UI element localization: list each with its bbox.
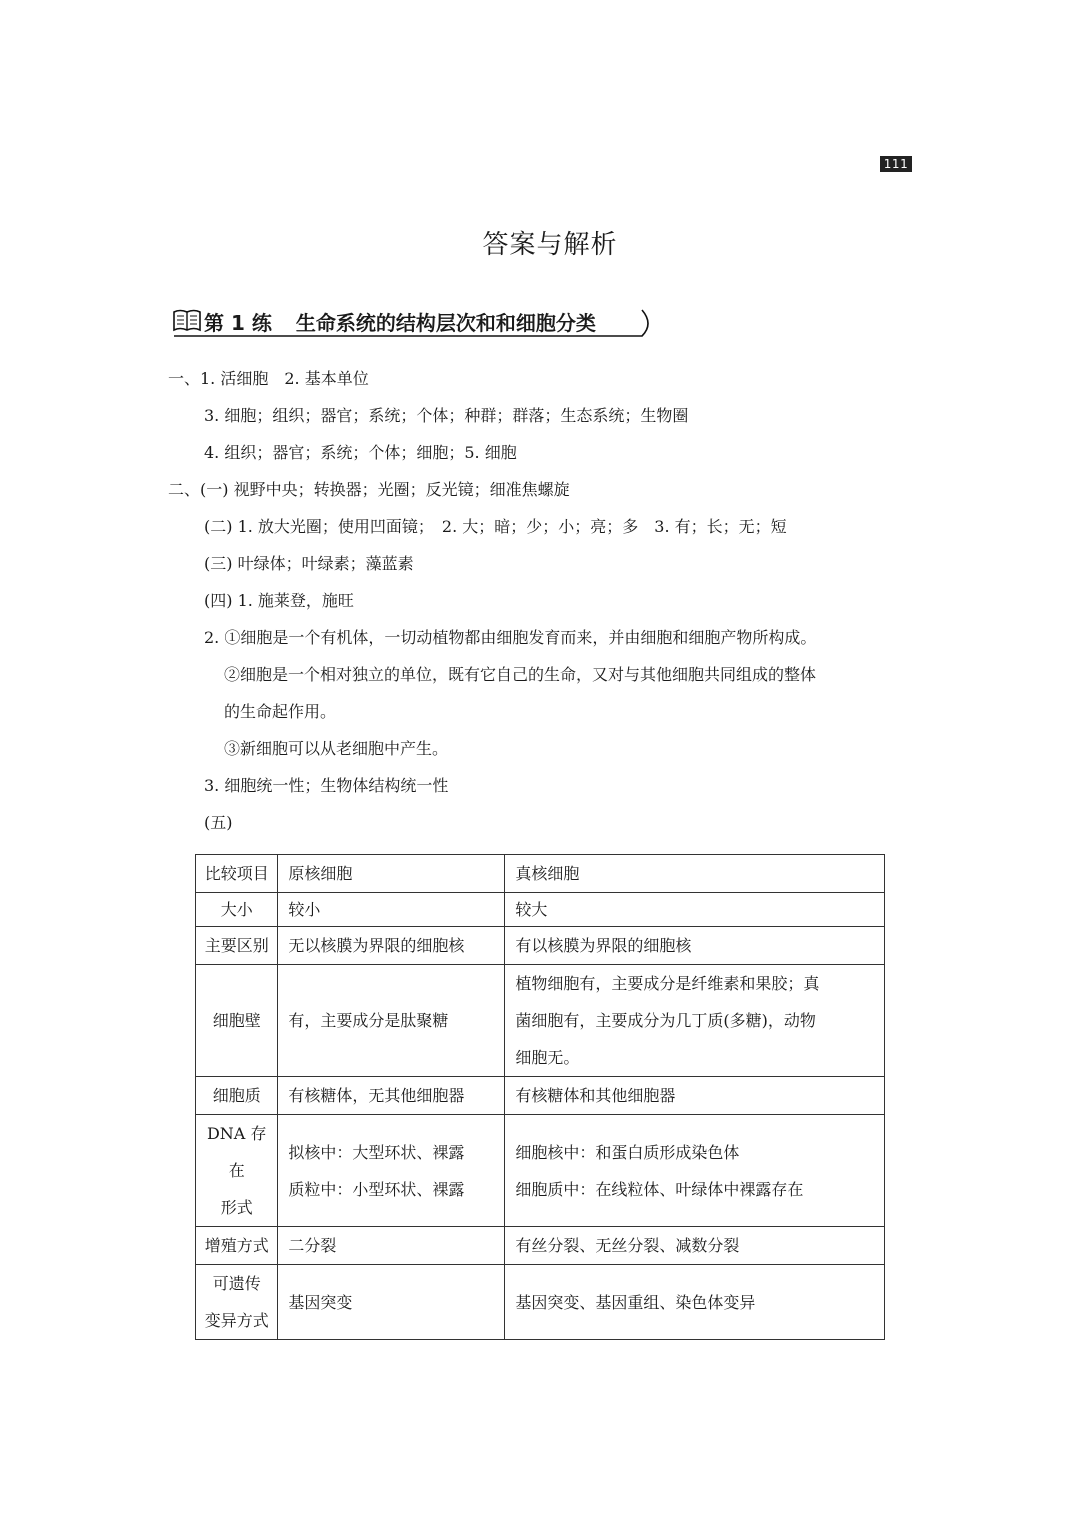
answer-line: ②细胞是一个相对独立的单位，既有它自己的生命，又对与其他细胞共同组成的整体 bbox=[224, 665, 817, 684]
cell-line: 大小 bbox=[220, 900, 253, 919]
answer-line: 3. 细胞；组织；器官；系统；个体；种群；群落；生态系统；生物圈 bbox=[204, 406, 689, 425]
cell-line: 基因突变、基因重组、染色体变异 bbox=[515, 1292, 756, 1312]
cell-eukaryote bbox=[505, 1265, 885, 1340]
table-body bbox=[196, 893, 885, 1340]
cell-item bbox=[196, 1115, 278, 1227]
header-prokaryote: 原核细胞 bbox=[278, 855, 505, 893]
comparison-table bbox=[195, 854, 885, 1340]
cell-item bbox=[196, 965, 278, 1077]
cell-line: 拟核中：大型环状、裸露 bbox=[288, 1142, 465, 1162]
cell-prokaryote bbox=[278, 927, 505, 965]
cell-line: 细胞质 bbox=[212, 1086, 261, 1105]
cell-line: 质粒中：小型环状、裸露 bbox=[288, 1179, 465, 1199]
table-row bbox=[196, 1115, 885, 1227]
answer-line: 一、1. 活细胞 2. 基本单位 bbox=[168, 369, 369, 388]
cell-prokaryote bbox=[278, 1115, 505, 1227]
cell-line: 有丝分裂、无丝分裂、减数分裂 bbox=[515, 1236, 740, 1255]
cell-eukaryote bbox=[505, 1115, 885, 1227]
cell-item bbox=[196, 1265, 278, 1340]
answer-line: (三) 叶绿体；叶绿素；藻蓝素 bbox=[204, 554, 414, 573]
section-header bbox=[170, 306, 656, 342]
table-row bbox=[196, 927, 885, 965]
table-row bbox=[196, 893, 885, 927]
open-book-icon bbox=[172, 308, 202, 334]
answer-line: 2. ①细胞是一个有机体，一切动植物都由细胞发育而来，并由细胞和细胞产物所构成。 bbox=[204, 628, 817, 647]
answer-line: 3. 细胞统一性；生物体结构统一性 bbox=[204, 776, 449, 795]
practice-label: 第 1 练 bbox=[204, 311, 272, 335]
page-number: 111 bbox=[880, 156, 912, 172]
answer-line: 二、(一) 视野中央；转换器；光圈；反光镜；细准焦螺旋 bbox=[168, 480, 570, 499]
cell-line: 较小 bbox=[288, 900, 321, 919]
table-row bbox=[196, 1265, 885, 1340]
cell-line: 基因突变 bbox=[288, 1292, 353, 1312]
answer-lines bbox=[168, 360, 928, 841]
table-header-row bbox=[196, 855, 885, 893]
cell-line: 增殖方式 bbox=[204, 1236, 269, 1255]
cell-line: 二分裂 bbox=[288, 1236, 337, 1255]
cell-line: 无以核膜为界限的细胞核 bbox=[288, 936, 465, 955]
cell-line: DNA 存在 bbox=[206, 1124, 267, 1180]
cell-eukaryote bbox=[505, 965, 885, 1077]
section-title bbox=[204, 309, 596, 337]
table-row bbox=[196, 965, 885, 1077]
cell-line: 主要区别 bbox=[204, 936, 269, 955]
cell-line: 可遗传 bbox=[212, 1274, 261, 1293]
cell-line: 细胞质中：在线粒体、叶绿体中裸露存在 bbox=[515, 1179, 804, 1199]
cell-prokaryote bbox=[278, 1265, 505, 1340]
cell-eukaryote bbox=[505, 1077, 885, 1115]
table-row bbox=[196, 1077, 885, 1115]
cell-line: 有核糖体，无其他细胞器 bbox=[288, 1086, 465, 1105]
answer-line: ③新细胞可以从老细胞中产生。 bbox=[224, 739, 449, 758]
answer-line: 4. 组织；器官；系统；个体；细胞；5. 细胞 bbox=[204, 443, 517, 462]
cell-line: 植物细胞有，主要成分是纤维素和果胶；真 bbox=[515, 974, 820, 993]
cell-line: 菌细胞有，主要成分为几丁质(多糖)，动物 bbox=[515, 1011, 816, 1030]
cell-line: 有核糖体和其他细胞器 bbox=[515, 1086, 676, 1105]
answer-line: (二) 1. 放大光圈；使用凹面镜； 2. 大；暗；少；小；亮；多 3. 有；长；无；短 bbox=[204, 517, 787, 536]
table-row bbox=[196, 1227, 885, 1265]
cell-prokaryote bbox=[278, 893, 505, 927]
header-item: 比较项目 bbox=[196, 855, 278, 893]
cell-line: 细胞无。 bbox=[515, 1048, 580, 1067]
answer-line: (五) bbox=[204, 813, 233, 832]
header-eukaryote: 真核细胞 bbox=[505, 855, 885, 893]
cell-item bbox=[196, 927, 278, 965]
cell-prokaryote bbox=[278, 1227, 505, 1265]
cell-line: 变异方式 bbox=[204, 1311, 269, 1330]
cell-eukaryote bbox=[505, 1227, 885, 1265]
cell-line: 细胞核中：和蛋白质形成染色体 bbox=[515, 1142, 740, 1162]
cell-line: 形式 bbox=[220, 1198, 253, 1217]
answer-line: 的生命起作用。 bbox=[224, 702, 337, 721]
cell-line: 较大 bbox=[515, 900, 548, 919]
cell-line: 有，主要成分是肽聚糖 bbox=[288, 1011, 449, 1030]
cell-line: 细胞壁 bbox=[212, 1011, 261, 1030]
cell-prokaryote bbox=[278, 965, 505, 1077]
cell-eukaryote bbox=[505, 893, 885, 927]
cell-prokaryote bbox=[278, 1077, 505, 1115]
answer-line: (四) 1. 施莱登，施旺 bbox=[204, 591, 354, 610]
cell-item bbox=[196, 893, 278, 927]
cell-eukaryote bbox=[505, 927, 885, 965]
cell-item bbox=[196, 1077, 278, 1115]
cell-item bbox=[196, 1227, 278, 1265]
page-title: 答案与解析 bbox=[482, 230, 618, 260]
section-topic: 生命系统的结构层次和和细胞分类 bbox=[295, 311, 596, 335]
cell-line: 有以核膜为界限的细胞核 bbox=[515, 936, 692, 955]
